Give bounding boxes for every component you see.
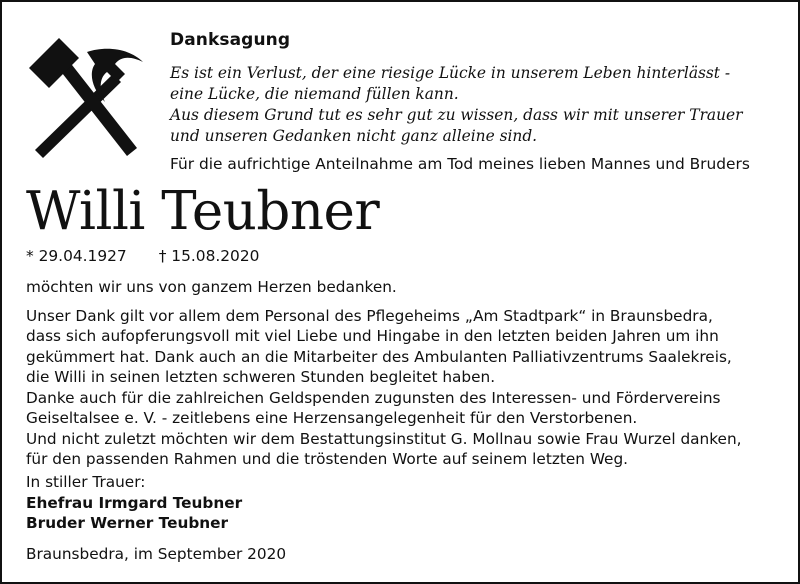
spacer — [26, 298, 796, 306]
body-line: für den passenden Rahmen und die tröstenden Worte auf seinem letzten Weg. — [26, 450, 629, 468]
body-line: gekümmert hat. Dank auch an die Mitarbeiter des Ambulanten Palliativzentrums Saalekreis, — [26, 347, 732, 366]
intro-verse — [170, 63, 790, 147]
intro-line: Es ist ein Verlust, der eine riesige Lücke in unserem Leben hinterlässt - — [170, 64, 731, 82]
lead-text: Für die aufrichtige Anteilnahme am Tod meines lieben Mannes und Bruders — [170, 155, 750, 173]
mourner-name: Ehefrau Irmgard Teubner — [26, 493, 243, 512]
thanks-body — [26, 277, 796, 470]
intro-line: Aus diesem Grund tut es sehr gut zu wissen, dass wir mit unserer Trauer — [170, 106, 743, 124]
place-date: Braunsbedra, im September 2020 — [26, 545, 287, 563]
mourners-block — [26, 472, 242, 534]
thanks-line: möchten wir uns von ganzem Herzen bedanken. — [26, 278, 397, 296]
body-line: dass sich aufopferungsvoll mit viel Liebe und Hingabe in den letzten beiden Jahren um ihn — [26, 327, 719, 345]
heading-danksagung: Danksagung — [170, 30, 291, 50]
life-dates — [26, 247, 259, 265]
intro-line: eine Lücke, die niemand füllen kann. — [170, 85, 459, 103]
body-line: Unser Dank gilt vor allem dem Personal des Pflegeheims „Am Stadtpark“ in Braunsbedra, — [26, 306, 713, 325]
body-line: die Willi in seinen letzten schweren Stunden begleitet haben. — [26, 368, 496, 386]
body-line: Geiseltalsee e. V. - zeitlebens eine Herzensangelegenheit für den Verstorbenen. — [26, 409, 638, 427]
death-date: † 15.08.2020 — [158, 247, 260, 265]
mourning-label: In stiller Trauer: — [26, 473, 146, 491]
deceased-name: Willi Teubner — [26, 181, 380, 242]
hammer-and-pick-icon — [29, 38, 143, 158]
body-line: Und nicht zuletzt möchten wir dem Bestattungsinstitut G. Mollnau sowie Frau Wurzel danken, — [26, 429, 742, 448]
intro-line: und unseren Gedanken nicht ganz alleine sind. — [170, 127, 538, 145]
mourner-name: Bruder Werner Teubner — [26, 514, 229, 532]
birth-date: * 29.04.1927 — [26, 247, 127, 265]
body-line: Danke auch für die zahlreichen Geldspenden zugunsten des Interessen- und Fördervereins — [26, 388, 721, 407]
